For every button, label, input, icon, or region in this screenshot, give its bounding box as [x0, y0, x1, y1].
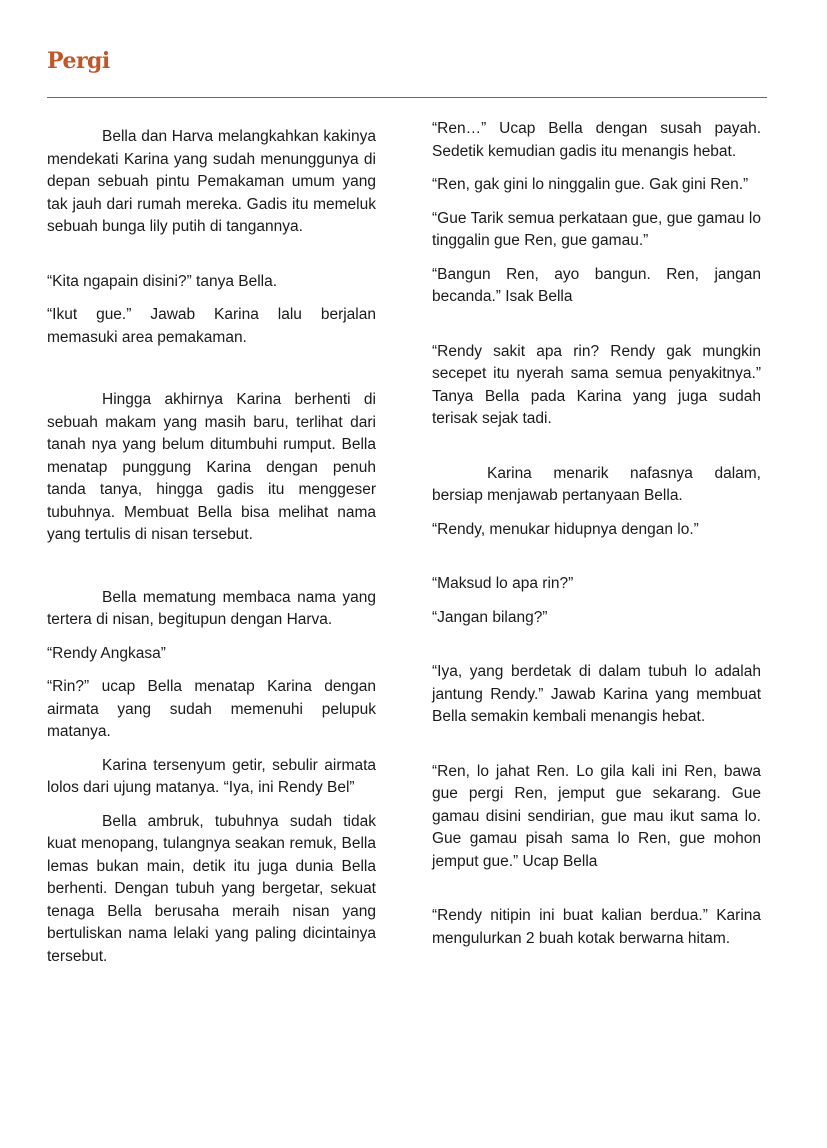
paragraph: “Rin?” ucap Bella menatap Karina dengan airmata yang sudah memenuhi pelupuk matanya. — [47, 678, 376, 740]
paragraph: Bella mematung membaca nama yang tertera di nisan, begitupun dengan Harva. — [47, 588, 376, 628]
paragraph: “Rendy sakit apa rin? Rendy gak mungkin secepet itu nyerah sama semua penyakitnya.” Tanya Bella pada Karina yang juga sudah terisak sejak tadi. — [432, 342, 761, 427]
paragraph: Bella dan Harva melangkahkan kakinya mendekati Karina yang sudah menunggunya di depan sebuah pintu Pemakaman umum yang tak jauh dari rumah mereka. Gadis itu memeluk sebuah bunga lily putih di tangannya. — [47, 128, 376, 235]
paragraph: “Jangan bilang?” — [432, 608, 548, 626]
paragraph: “Rendy nitipin ini buat kalian berdua.” Karina mengulurkan 2 buah kotak berwarna hitam. — [432, 907, 761, 947]
paragraph: “Rendy, menukar hidupnya dengan lo.” — [432, 520, 699, 538]
header-divider — [47, 97, 767, 98]
paragraph: “Ikut gue.” Jawab Karina lalu berjalan memasuki area pemakaman. — [47, 306, 376, 346]
right-column — [432, 118, 761, 961]
paragraph: Bella ambruk, tubuhnya sudah tidak kuat menopang, tulangnya seakan remuk, Bella lemas bukan main, detik itu juga dunia Bella berhenti. Dengan tubuh yang bergetar, sekuat tenaga Bella berusaha meraih nisan yang bertuliskan nama lelaki yang paling dicintainya tersebut. — [47, 812, 376, 965]
paragraph: “Maksud lo apa rin?” — [432, 575, 574, 592]
paragraph: “Gue Tarik semua perkataan gue, gue gamau lo tinggalin gue Ren, gue gamau.” — [432, 209, 761, 249]
paragraph: “Kita ngapain disini?” tanya Bella. — [47, 272, 278, 290]
paragraph: Hingga akhirnya Karina berhenti di sebuah makam yang masih baru, terlihat dari tanah nya yang belum ditumbuhi rumput. Bella menatap punggung Karina dengan penuh tanda tanya, hingga gadis itu menggeser tubuhnya. Membuat Bella bisa melihat nama yang tertulis di nisan tersebut. — [47, 391, 376, 543]
paragraph: “Bangun Ren, ayo bangun. Ren, jangan becanda.” Isak Bella — [432, 265, 761, 305]
paragraph: “Iya, yang berdetak di dalam tubuh lo adalah jantung Rendy.” Jawab Karina yang membuat Bella semakin kembali menangis hebat. — [432, 663, 761, 725]
left-column — [47, 126, 376, 979]
paragraph: Karina menarik nafasnya dalam, bersiap menjawab pertanyaan Bella. — [432, 464, 761, 504]
paragraph: “Ren, lo jahat Ren. Lo gila kali ini Ren, bawa gue pergi Ren, jemput gue sekarang. Gue gamau disini sendirian, gue mau ikut sama lo. Gue gamau pisah sama lo Ren, gue mohon jemput gue.” Ucap Bella — [432, 762, 761, 870]
chapter-title: Pergi — [47, 48, 110, 74]
paragraph: Karina tersenyum getir, sebulir airmata lolos dari ujung matanya. “Iya, ini Rendy Bel” — [47, 756, 376, 796]
paragraph: “Ren…” Ucap Bella dengan susah payah. Sedetik kemudian gadis itu menangis hebat. — [432, 120, 761, 160]
paragraph: “Rendy Angkasa” — [47, 644, 166, 662]
paragraph: “Ren, gak gini lo ninggalin gue. Gak gini Ren.” — [432, 176, 749, 193]
